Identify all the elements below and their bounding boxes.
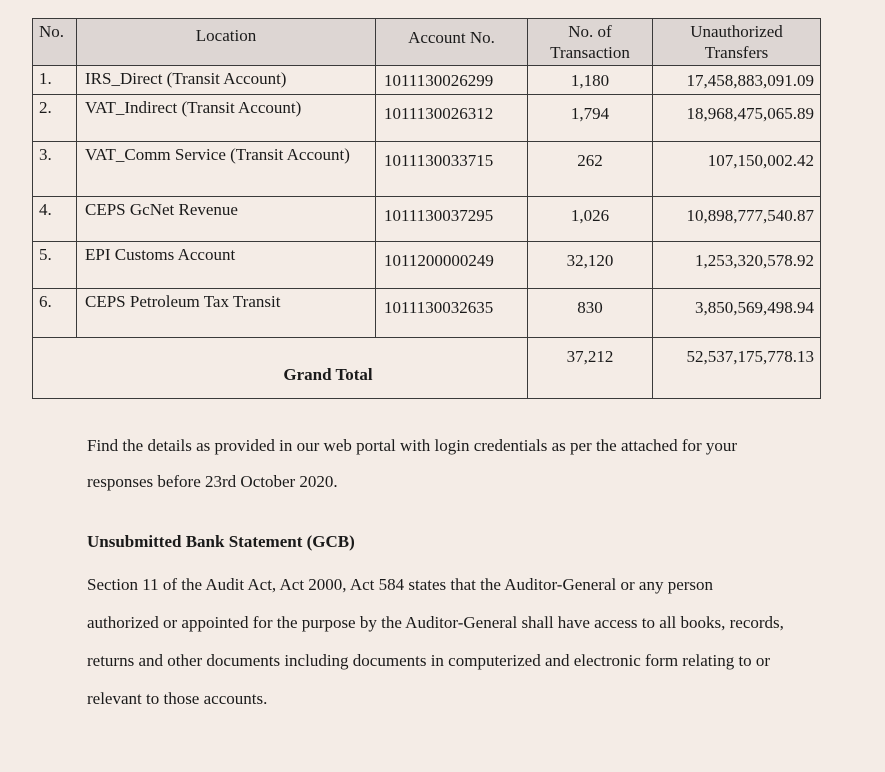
grand-total-label-cell xyxy=(33,338,528,399)
grand-total-row xyxy=(33,338,821,399)
row-amount: 10,898,777,540.87 xyxy=(653,197,821,242)
grand-total-transactions: 37,212 xyxy=(528,338,653,399)
unauthorized-transfers-table xyxy=(32,18,821,399)
portal-details-paragraph: Find the details as provided in our web portal with login credentials as per the attached for your responses before 23rd October 2020. xyxy=(87,436,738,491)
row-account-no: 1011130032635 xyxy=(376,289,528,338)
row-transactions: 32,120 xyxy=(528,242,653,289)
section-heading: Unsubmitted Bank Statement (GCB) xyxy=(87,532,355,551)
row-account-no: 1011130037295 xyxy=(376,197,528,242)
grand-total-label: Grand Total xyxy=(283,365,373,384)
table-row xyxy=(33,197,821,242)
row-number: 3. xyxy=(33,142,77,197)
row-amount: 1,253,320,578.92 xyxy=(653,242,821,289)
table-row xyxy=(33,66,821,95)
table-row xyxy=(33,289,821,338)
grand-total-amount: 52,537,175,778.13 xyxy=(653,338,821,399)
row-transactions: 1,026 xyxy=(528,197,653,242)
row-transactions: 262 xyxy=(528,142,653,197)
row-location: CEPS GcNet Revenue xyxy=(77,197,376,242)
header-unauthorized-transfers: Unauthorized Transfers xyxy=(653,19,821,66)
row-number: 4. xyxy=(33,197,77,242)
table-row xyxy=(33,142,821,197)
row-amount: 18,968,475,065.89 xyxy=(653,95,821,142)
row-account-no: 1011130026312 xyxy=(376,95,528,142)
header-account-no: Account No. xyxy=(376,19,528,66)
row-amount: 3,850,569,498.94 xyxy=(653,289,821,338)
row-location: EPI Customs Account xyxy=(77,242,376,289)
row-transactions: 1,794 xyxy=(528,95,653,142)
row-account-no: 1011200000249 xyxy=(376,242,528,289)
table-row xyxy=(33,95,821,142)
table-row xyxy=(33,242,821,289)
row-amount: 107,150,002.42 xyxy=(653,142,821,197)
row-number: 1. xyxy=(33,66,77,95)
row-number: 6. xyxy=(33,289,77,338)
row-number: 5. xyxy=(33,242,77,289)
row-location: CEPS Petroleum Tax Transit xyxy=(77,289,376,338)
row-location: VAT_Indirect (Transit Account) xyxy=(77,95,376,142)
row-number: 2. xyxy=(33,95,77,142)
transfers-table-wrapper xyxy=(32,18,820,399)
header-no: No. xyxy=(33,19,77,66)
row-account-no: 1011130033715 xyxy=(376,142,528,197)
row-amount: 17,458,883,091.09 xyxy=(653,66,821,95)
table-header-row xyxy=(33,19,821,66)
header-transactions: No. of Transaction xyxy=(528,19,653,66)
row-location: IRS_Direct (Transit Account) xyxy=(77,66,376,95)
row-transactions: 830 xyxy=(528,289,653,338)
section-body-paragraph: Section 11 of the Audit Act, Act 2000, Act 584 states that the Auditor-General or any person authorized or appointed for the purpose by the Auditor-General shall have access to all books, records, returns and other documents including documents in computerized and electronic form relating to or relevant to those accounts. xyxy=(87,575,784,708)
header-location: Location xyxy=(77,19,376,66)
row-transactions: 1,180 xyxy=(528,66,653,95)
row-location: VAT_Comm Service (Transit Account) xyxy=(77,142,376,197)
row-account-no: 1011130026299 xyxy=(376,66,528,95)
